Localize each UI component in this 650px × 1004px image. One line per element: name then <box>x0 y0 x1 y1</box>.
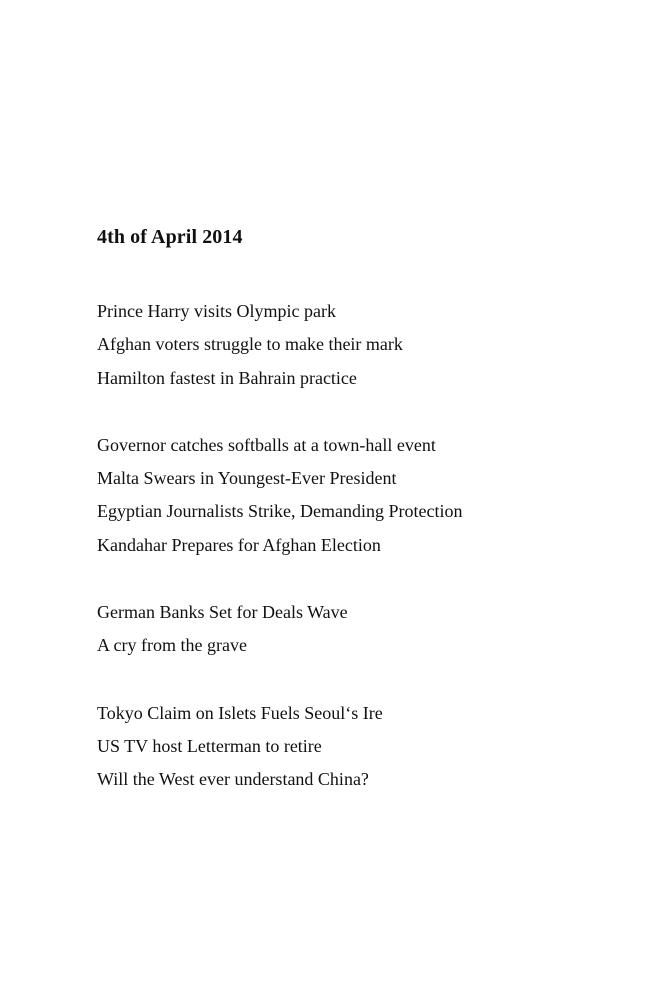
headline-group <box>97 295 617 395</box>
poem-page <box>97 224 617 831</box>
headline-line: Kandahar Prepares for Afghan Election <box>97 534 381 555</box>
headline-line: Tokyo Claim on Islets Fuels Seoul‘s Ire <box>97 702 383 723</box>
headline-line: Will the West ever understand China? <box>97 769 369 790</box>
headline-line: Prince Harry visits Olympic park <box>97 301 336 321</box>
headline-group <box>97 429 617 562</box>
headline-line: Hamilton fastest in Bahrain practice <box>97 367 357 388</box>
headline-group <box>97 596 617 663</box>
headline-line: US TV host Letterman to retire <box>97 735 322 756</box>
headline-line: Governor catches softballs at a town-hall event <box>97 434 436 455</box>
headline-line: Afghan voters struggle to make their mark <box>97 334 403 355</box>
headline-line: Malta Swears in Youngest-Ever President <box>97 468 397 489</box>
headline-line: Egyptian Journalists Strike, Demanding Protection <box>97 501 463 522</box>
headline-line: A cry from the grave <box>97 635 247 656</box>
headline-line: German Banks Set for Deals Wave <box>97 602 348 623</box>
date-heading: 4th of April 2014 <box>97 226 243 248</box>
headline-group <box>97 697 617 797</box>
